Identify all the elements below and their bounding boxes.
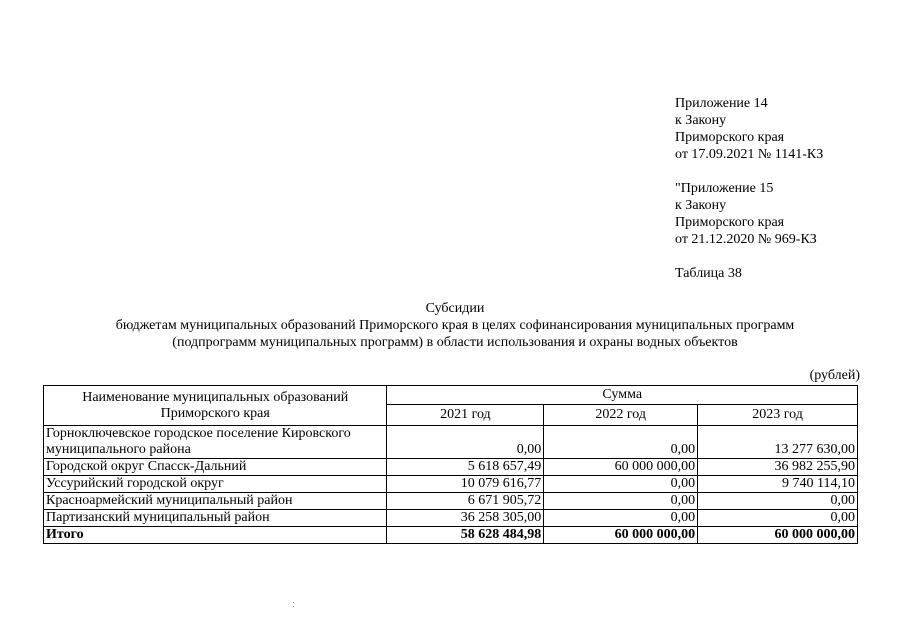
document-subtitle-line-1: бюджетам муниципальных образований Приморского края в целях софинансирования муниципальных программ	[115, 318, 795, 333]
header-name: Наименование муниципальных образований Приморского края	[44, 386, 387, 426]
value-2021: 36 258 305,00	[387, 510, 544, 527]
table-header-row	[44, 386, 858, 405]
value-2022: 0,00	[544, 493, 698, 510]
appendix-line: Приморского края	[675, 130, 785, 145]
row-name: Городской округ Спасск-Дальний	[44, 459, 387, 476]
total-label: Итого	[44, 527, 387, 544]
units-label: (рублей)	[809, 368, 860, 383]
row-name: Уссурийский городской округ	[44, 476, 387, 493]
value-2022: 60 000 000,00	[544, 459, 698, 476]
appendix-current	[675, 95, 823, 163]
value-2022: 0,00	[544, 510, 698, 527]
row-name: Горноключевское городское поселение Кировского муниципального района	[44, 426, 387, 459]
value-2021: 6 671 905,72	[387, 493, 544, 510]
total-2022: 60 000 000,00	[544, 527, 698, 544]
value-2023: 9 740 114,10	[698, 476, 858, 493]
total-2023: 60 000 000,00	[698, 527, 858, 544]
table-row	[44, 426, 858, 459]
scan-speck	[293, 606, 294, 607]
value-2021: 10 079 616,77	[387, 476, 544, 493]
value-2023: 36 982 255,90	[698, 459, 858, 476]
subsidies-table	[43, 385, 858, 544]
appendix-line: Приморского края	[675, 215, 785, 230]
appendix-line: к Закону	[675, 198, 727, 213]
appendix-line: Приложение 14	[675, 96, 768, 111]
value-2021: 5 618 657,49	[387, 459, 544, 476]
value-2022: 0,00	[544, 476, 698, 493]
scan-speck	[293, 602, 294, 603]
header-year-2022: 2022 год	[544, 405, 698, 426]
total-2021: 58 628 484,98	[387, 527, 544, 544]
row-name: Красноармейский муниципальный район	[44, 493, 387, 510]
document-subtitle-line-2: (подпрограмм муниципальных программ) в области использования и охраны водных объектов	[172, 335, 738, 350]
appendix-line: "Приложение 15	[675, 181, 774, 196]
value-2023: 0,00	[698, 510, 858, 527]
appendix-line: к Закону	[675, 113, 727, 128]
header-sum: Сумма	[387, 386, 858, 405]
value-2023: 13 277 630,00	[698, 426, 858, 459]
table-row	[44, 476, 858, 493]
document-title: Субсидии	[425, 301, 485, 316]
appendix-line: от 17.09.2021 № 1141-КЗ	[675, 147, 824, 162]
appendix-previous	[675, 180, 817, 248]
table-label: Таблица 38	[675, 266, 742, 281]
table-row	[44, 459, 858, 476]
value-2021: 0,00	[387, 426, 544, 459]
value-2022: 0,00	[544, 426, 698, 459]
header-year-2021: 2021 год	[387, 405, 544, 426]
table-row	[44, 493, 858, 510]
row-name: Партизанский муниципальный район	[44, 510, 387, 527]
total-row	[44, 527, 858, 544]
value-2023: 0,00	[698, 493, 858, 510]
appendix-line: от 21.12.2020 № 969-КЗ	[675, 232, 817, 247]
table-row	[44, 510, 858, 527]
header-year-2023: 2023 год	[698, 405, 858, 426]
